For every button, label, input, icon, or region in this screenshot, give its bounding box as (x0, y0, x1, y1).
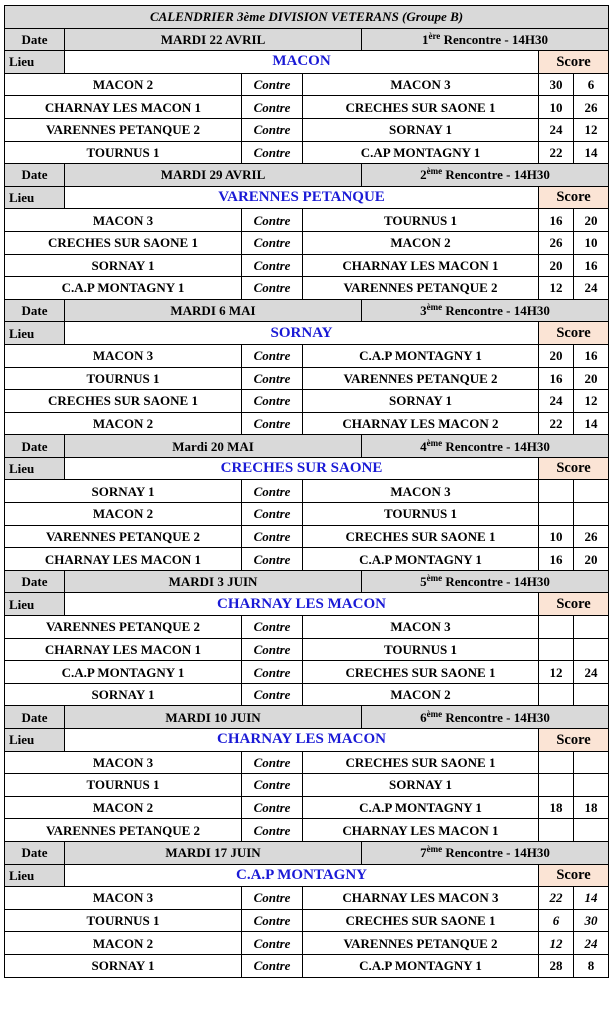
away-score: 20 (574, 209, 609, 232)
home-score (539, 480, 574, 503)
away-score: 20 (574, 548, 609, 571)
home-team: MACON 3 (5, 344, 242, 367)
round-number: 1 (421, 31, 429, 47)
date-label: Date (5, 28, 65, 51)
away-team: TOURNUS 1 (303, 503, 539, 526)
away-team: TOURNUS 1 (303, 638, 539, 661)
lieu-label: Lieu (5, 729, 65, 752)
home-team: VARENNES PETANQUE 2 (5, 118, 242, 141)
versus-label: Contre (242, 796, 303, 819)
match-row (5, 638, 609, 661)
versus-label: Contre (242, 683, 303, 706)
home-score (539, 638, 574, 661)
away-team: MACON 2 (303, 683, 539, 706)
round-time: Rencontre - 14H30 (442, 574, 550, 590)
round-date: MARDI 22 AVRIL (65, 28, 362, 51)
home-score: 12 (539, 661, 574, 684)
versus-label: Contre (242, 638, 303, 661)
match-row (5, 96, 609, 119)
match-row (5, 367, 609, 390)
versus-label: Contre (242, 254, 303, 277)
away-score: 20 (574, 367, 609, 390)
home-score: 24 (539, 118, 574, 141)
home-score (539, 751, 574, 774)
round-venue-row (5, 457, 609, 480)
away-score: 14 (574, 412, 609, 435)
home-score: 20 (539, 344, 574, 367)
round-time: Rencontre - 14H30 (442, 167, 550, 183)
date-label: Date (5, 706, 65, 729)
round-number: 5 (420, 574, 427, 590)
away-score: 30 (574, 909, 609, 932)
away-score (574, 638, 609, 661)
match-row (5, 819, 609, 842)
round-ordinal: ème (426, 708, 443, 719)
versus-label: Contre (242, 141, 303, 164)
match-row (5, 616, 609, 639)
score-header: Score (539, 457, 609, 480)
round-time: Rencontre - 14H30 (442, 709, 550, 725)
home-score: 10 (539, 96, 574, 119)
home-score: 30 (539, 73, 574, 96)
versus-label: Contre (242, 344, 303, 367)
home-score: 12 (539, 932, 574, 955)
score-header: Score (539, 729, 609, 752)
home-team: SORNAY 1 (5, 480, 242, 503)
round-date: Mardi 20 MAI (65, 435, 362, 458)
lieu-label: Lieu (5, 322, 65, 345)
match-row (5, 887, 609, 910)
away-score: 16 (574, 344, 609, 367)
home-score (539, 503, 574, 526)
match-row (5, 141, 609, 164)
home-team: VARENNES PETANQUE 2 (5, 616, 242, 639)
score-header: Score (539, 864, 609, 887)
away-team: CHARNAY LES MACON 2 (303, 412, 539, 435)
home-team: TOURNUS 1 (5, 909, 242, 932)
date-label: Date (5, 299, 65, 322)
round-venue-row (5, 322, 609, 345)
home-team: MACON 2 (5, 503, 242, 526)
round-venue-row (5, 729, 609, 752)
home-team: TOURNUS 1 (5, 774, 242, 797)
lieu-label: Lieu (5, 51, 65, 74)
away-score (574, 503, 609, 526)
match-row (5, 661, 609, 684)
round-info (362, 841, 609, 864)
versus-label: Contre (242, 616, 303, 639)
away-score: 16 (574, 254, 609, 277)
home-team: C.A.P MONTAGNY 1 (5, 277, 242, 300)
versus-label: Contre (242, 73, 303, 96)
away-score: 14 (574, 887, 609, 910)
away-score: 14 (574, 141, 609, 164)
match-row (5, 954, 609, 977)
venue-name: MACON (65, 51, 539, 74)
away-team: MACON 2 (303, 231, 539, 254)
versus-label: Contre (242, 209, 303, 232)
versus-label: Contre (242, 661, 303, 684)
match-row (5, 751, 609, 774)
lieu-label: Lieu (5, 864, 65, 887)
home-team: C.A.P MONTAGNY 1 (5, 661, 242, 684)
away-team: VARENNES PETANQUE 2 (303, 367, 539, 390)
home-team: VARENNES PETANQUE 2 (5, 819, 242, 842)
away-team: SORNAY 1 (303, 390, 539, 413)
versus-label: Contre (242, 390, 303, 413)
versus-label: Contre (242, 96, 303, 119)
home-team: MACON 3 (5, 209, 242, 232)
away-score: 26 (574, 96, 609, 119)
versus-label: Contre (242, 932, 303, 955)
round-number: 3 (420, 303, 427, 319)
away-score (574, 751, 609, 774)
versus-label: Contre (242, 954, 303, 977)
away-team: VARENNES PETANQUE 2 (303, 932, 539, 955)
round-venue-row (5, 593, 609, 616)
calendar-page (4, 5, 608, 978)
match-row (5, 774, 609, 797)
away-score (574, 480, 609, 503)
home-score: 6 (539, 909, 574, 932)
match-row (5, 932, 609, 955)
home-team: CHARNAY LES MACON 1 (5, 638, 242, 661)
home-score: 16 (539, 367, 574, 390)
match-row (5, 548, 609, 571)
versus-label: Contre (242, 231, 303, 254)
away-team: TOURNUS 1 (303, 209, 539, 232)
versus-label: Contre (242, 367, 303, 390)
away-team: CHARNAY LES MACON 3 (303, 887, 539, 910)
home-team: CRECHES SUR SAONE 1 (5, 390, 242, 413)
home-score: 10 (539, 525, 574, 548)
home-score: 24 (539, 390, 574, 413)
venue-name: CHARNAY LES MACON (65, 729, 539, 752)
venue-name: SORNAY (65, 322, 539, 345)
home-score (539, 774, 574, 797)
match-row (5, 390, 609, 413)
score-header: Score (539, 322, 609, 345)
round-date-row (5, 706, 609, 729)
round-venue-row (5, 51, 609, 74)
home-score: 22 (539, 887, 574, 910)
round-date: MARDI 17 JUIN (65, 841, 362, 864)
venue-name: C.A.P MONTAGNY (65, 864, 539, 887)
round-venue-row (5, 186, 609, 209)
round-info (362, 164, 609, 187)
away-team: CHARNAY LES MACON 1 (303, 819, 539, 842)
round-date: MARDI 29 AVRIL (65, 164, 362, 187)
round-info (362, 706, 609, 729)
date-label: Date (5, 164, 65, 187)
away-score: 18 (574, 796, 609, 819)
home-score: 28 (539, 954, 574, 977)
away-team: C.AP MONTAGNY 1 (303, 141, 539, 164)
home-team: TOURNUS 1 (5, 141, 242, 164)
away-score (574, 774, 609, 797)
round-date-row (5, 299, 609, 322)
home-team: MACON 3 (5, 751, 242, 774)
match-row (5, 344, 609, 367)
round-number: 4 (420, 438, 427, 454)
lieu-label: Lieu (5, 457, 65, 480)
away-score (574, 683, 609, 706)
home-score: 16 (539, 209, 574, 232)
round-time: Rencontre - 14H30 (440, 31, 549, 47)
round-date: MARDI 10 JUIN (65, 706, 362, 729)
round-info (362, 299, 609, 322)
home-score (539, 819, 574, 842)
away-score (574, 616, 609, 639)
round-info (362, 435, 609, 458)
away-team: CRECHES SUR SAONE 1 (303, 661, 539, 684)
date-label: Date (5, 841, 65, 864)
round-ordinal: ère (428, 30, 441, 41)
round-time: Rencontre - 14H30 (442, 303, 550, 319)
home-team: TOURNUS 1 (5, 367, 242, 390)
away-score: 12 (574, 118, 609, 141)
away-score: 12 (574, 390, 609, 413)
home-team: SORNAY 1 (5, 954, 242, 977)
venue-name: CHARNAY LES MACON (65, 593, 539, 616)
round-number: 2 (420, 167, 427, 183)
away-score: 26 (574, 525, 609, 548)
away-team: C.A.P MONTAGNY 1 (303, 344, 539, 367)
away-score: 6 (574, 73, 609, 96)
away-team: VARENNES PETANQUE 2 (303, 277, 539, 300)
score-header: Score (539, 51, 609, 74)
home-score: 22 (539, 141, 574, 164)
round-date-row (5, 841, 609, 864)
match-row (5, 796, 609, 819)
match-row (5, 480, 609, 503)
venue-name: VARENNES PETANQUE (65, 186, 539, 209)
versus-label: Contre (242, 503, 303, 526)
away-score: 8 (574, 954, 609, 977)
home-score: 20 (539, 254, 574, 277)
round-ordinal: ème (426, 437, 443, 448)
match-row (5, 909, 609, 932)
away-score: 10 (574, 231, 609, 254)
versus-label: Contre (242, 751, 303, 774)
round-ordinal: ème (426, 302, 443, 313)
date-label: Date (5, 570, 65, 593)
round-info (362, 28, 609, 51)
away-score: 24 (574, 661, 609, 684)
lieu-label: Lieu (5, 186, 65, 209)
home-team: MACON 2 (5, 73, 242, 96)
round-date-row (5, 570, 609, 593)
lieu-label: Lieu (5, 593, 65, 616)
round-info (362, 570, 609, 593)
match-row (5, 683, 609, 706)
versus-label: Contre (242, 548, 303, 571)
away-team: C.A.P MONTAGNY 1 (303, 796, 539, 819)
home-team: CHARNAY LES MACON 1 (5, 548, 242, 571)
match-row (5, 231, 609, 254)
venue-name: CRECHES SUR SAONE (65, 457, 539, 480)
round-ordinal: ème (426, 573, 443, 584)
match-row (5, 412, 609, 435)
versus-label: Contre (242, 277, 303, 300)
away-team: CRECHES SUR SAONE 1 (303, 96, 539, 119)
versus-label: Contre (242, 118, 303, 141)
round-ordinal: ème (426, 166, 443, 177)
versus-label: Contre (242, 774, 303, 797)
versus-label: Contre (242, 525, 303, 548)
round-number: 6 (420, 709, 427, 725)
away-score (574, 819, 609, 842)
round-number: 7 (420, 845, 427, 861)
away-team: MACON 3 (303, 73, 539, 96)
away-team: C.A.P MONTAGNY 1 (303, 548, 539, 571)
match-row (5, 73, 609, 96)
title-row (5, 6, 609, 29)
home-score: 22 (539, 412, 574, 435)
away-team: CHARNAY LES MACON 1 (303, 254, 539, 277)
page-title: CALENDRIER 3ème DIVISION VETERANS (Groupe B) (5, 6, 609, 29)
home-score (539, 683, 574, 706)
versus-label: Contre (242, 412, 303, 435)
home-score (539, 616, 574, 639)
round-date-row (5, 28, 609, 51)
match-row (5, 209, 609, 232)
home-team: MACON 3 (5, 887, 242, 910)
home-score: 26 (539, 231, 574, 254)
versus-label: Contre (242, 887, 303, 910)
versus-label: Contre (242, 819, 303, 842)
round-venue-row (5, 864, 609, 887)
round-date-row (5, 164, 609, 187)
home-team: CRECHES SUR SAONE 1 (5, 231, 242, 254)
home-score: 16 (539, 548, 574, 571)
score-header: Score (539, 186, 609, 209)
round-date-row (5, 435, 609, 458)
home-team: SORNAY 1 (5, 254, 242, 277)
match-row (5, 254, 609, 277)
home-team: MACON 2 (5, 412, 242, 435)
away-team: MACON 3 (303, 480, 539, 503)
round-time: Rencontre - 14H30 (442, 438, 550, 454)
away-score: 24 (574, 932, 609, 955)
away-score: 24 (574, 277, 609, 300)
away-team: SORNAY 1 (303, 118, 539, 141)
date-label: Date (5, 435, 65, 458)
calendar-table (4, 5, 609, 978)
versus-label: Contre (242, 909, 303, 932)
home-team: VARENNES PETANQUE 2 (5, 525, 242, 548)
round-ordinal: ème (426, 844, 443, 855)
match-row (5, 277, 609, 300)
home-team: CHARNAY LES MACON 1 (5, 96, 242, 119)
match-row (5, 525, 609, 548)
round-date: MARDI 3 JUIN (65, 570, 362, 593)
away-team: CRECHES SUR SAONE 1 (303, 909, 539, 932)
match-row (5, 118, 609, 141)
score-header: Score (539, 593, 609, 616)
round-date: MARDI 6 MAI (65, 299, 362, 322)
home-score: 18 (539, 796, 574, 819)
away-team: CRECHES SUR SAONE 1 (303, 525, 539, 548)
home-score: 12 (539, 277, 574, 300)
away-team: C.A.P MONTAGNY 1 (303, 954, 539, 977)
away-team: MACON 3 (303, 616, 539, 639)
away-team: CRECHES SUR SAONE 1 (303, 751, 539, 774)
versus-label: Contre (242, 480, 303, 503)
home-team: SORNAY 1 (5, 683, 242, 706)
match-row (5, 503, 609, 526)
home-team: MACON 2 (5, 796, 242, 819)
away-team: SORNAY 1 (303, 774, 539, 797)
home-team: MACON 2 (5, 932, 242, 955)
round-time: Rencontre - 14H30 (442, 845, 550, 861)
